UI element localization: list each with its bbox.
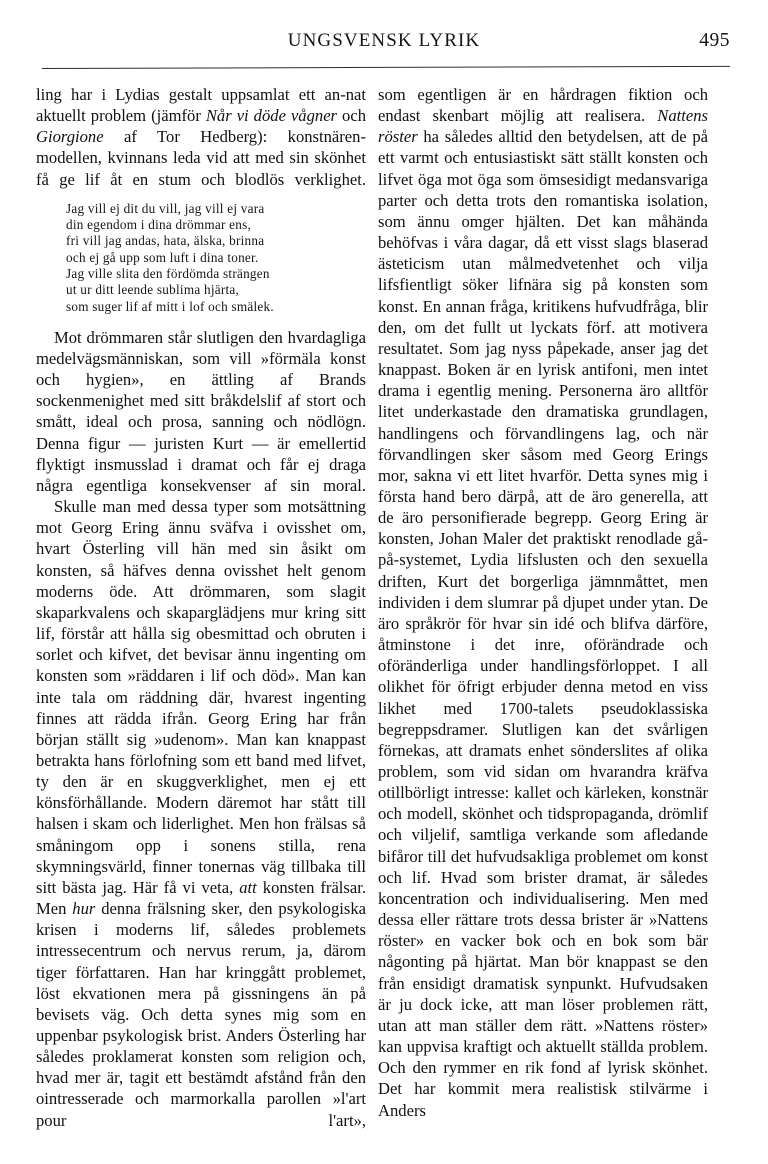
column-right: [378, 84, 708, 1120]
running-head: [38, 30, 730, 64]
emphasis-hur: hur: [72, 899, 96, 919]
work-title-nattens-roster: Nattens röster: [378, 106, 708, 147]
paragraph-left-2: Mot drömmaren står slutligen den hvardagliga medelvägsmänniskan, som vill »förmäla konst och hygien», en ättling af Brands sockenmenighet med sitt bråkdelslif af stort och smått, ideal och prosa, sanning och nödlögn. Denna figur — juristen Kurt — är emellertid flyktigt insmusslad i dramat och får ej draga några egentliga konsekvenser af sin moral.: [36, 327, 366, 495]
verse-line: Jag vill ej dit du vill, jag vill ej vara: [66, 200, 265, 216]
verse-line: Jag ville slita den fördömda strängen: [66, 265, 270, 281]
paragraph-left-3-part-b: konsten frälsar. Men: [36, 877, 367, 919]
verse-line: och ej gå upp som luft i dina toner.: [66, 249, 259, 265]
body-columns: [36, 84, 736, 1130]
paragraph-left-3-part-c: denna frälsning sker, den psykologiska krisen i moderns lif, således problemets intressecentrum och nervus rerum, ja, därom tiger författaren. Han har kringgått problemet, löst ekvationen mera på gissningens än på bevisets väg. Och detta synes mig som en uppenbar psykologisk brist. Anders Österling har således proklamerat konsten som religion och, hvad mer är, tagit ett bestämdt afstånd från den ointresserade och marmorkalla parollen »l'art pour l'art»,: [36, 899, 366, 1130]
paragraph-left-1-part-a: ling har i Lydias gestalt uppsamlat ett an-nat aktuellt problem (jämför: [36, 85, 366, 126]
header-rule: [42, 66, 730, 69]
paragraph-left-3: [36, 496, 366, 1131]
column-left: [36, 84, 367, 1130]
work-title-giorgione: Giorgione: [36, 127, 104, 147]
paragraph-left-1: [36, 84, 366, 190]
running-head-title: UNGSVENSK LYRIK: [287, 30, 481, 51]
emphasis-att: att: [239, 877, 257, 897]
verse-line: ut ur ditt leende sublima hjärta,: [66, 282, 240, 298]
paragraph-right-1-part-b: ha således alltid den betydelsen, att de på ett varmt och entusiastiskt sätt ställt konsten och lifvet öga mot öga som ömsesidigt medansvariga parter och detta trots den romantiska isolation, som ännu omger hjälten. Det kan måhända behöfvas i våra dagar, då ett visst slags blaserad ästeticism utan målmedvetenhet och vilja lifsfientligt söker lifnära sig på konsten som konst. En annan fråga, kritikens hufvudfråga, blir den, om det fullt ut lyckats förf. att motivera resultatet. Som jag nyss påpekade, anser jag det knappast. Boken är en lyrisk antifoni, men intet drama i egentlig mening. Personerna äro alltför litet underkastade den dramatiska grundlagen, handlingens och förvandlingens lag, och när förvandlingen sker såsom med Georg Erings mor, sakna vi ett litet hvarför. Detta synes mig i första hand bero därpå, att de äro generella, att de äro personifierade begrepp. Georg Ering är konsten, Johan Maler det praktiskt renodlade gå-på-systemet, Lydia lifslusten och den sexuella driften, Kurt det borgerliga jämnmåttet, men individen i dem slumrar på djupet under ytan. De äro språkrör för hvar sin idé och blifva därföre, åtminstone i det inre, oförändrade och oföränderliga under handlingsförloppet. I all olikhet för öfrigt erbjuder denna metod en viss likhet med 1700-talets pseudoklassiska begreppsdramer. Slutligen kan det svårligen förnekas, att dramats enhet sönderslites af olika problem, som vid sidan om hvarandra kräfva otillbörligt intresse: kallet och kärleken, konstnär och modell, skönhet och tidspropaganda, drömlif och viljelif, samtliga verkande som afledande bifåror till det hufvudsakliga problemet om konst och lif. Hvad som brister dramat, är således koncentration och individualisering. Men med dessa eller rättare trots dessa brister är »Nattens röster» en vacker bok och en bok som bär någonting på hjärtat. Man bör knappast se den från ensidigt dramatisk synpunkt. Hufvudsaken är ju dock icke, att man löser problemen rätt, utan att man ställer dem rätt. »Nattens röster» kan uppvisa kraftigt och aktuellt ställda problem. Och den rymmer en rik fond af lyrisk skönhet. Det har kommit mera realistisk stilvärme i Anders: [378, 127, 708, 1120]
work-title-nar-vi-dode-vagner: Når vi döde vågner: [205, 106, 338, 126]
paragraph-left-1-part-b: och: [337, 106, 366, 126]
paragraph-right-1-part-a: som egentligen är en hårdragen fiktion och endast skenbart möjlig att realisera.: [378, 85, 708, 126]
verse-block: [36, 201, 366, 315]
page-number: 495: [699, 30, 730, 51]
paragraph-left-1-part-c: af Tor Hedberg): konstnären-modellen, kvinnans leda vid att med sin skönhet få ge lif åt en stum och blodlös verklighet.: [36, 127, 366, 189]
paragraph-left-3-part-a: Skulle man med dessa typer som motsättning mot Georg Ering ännu sväfva i ovisshet om, hvart Österling vill hän med sin åsikt om konsten, så häfves denna ovisshet helt genom moderns öde. Att drömmaren, som slagit skaparkvalens och skaparglädjens mur kring sitt lif, förstår att hålla sig obesmittad och obruten i sorlet och kifvet, det bevisar ännu ingenting om konsten som »räddaren i lif och död». Man kan inte tala om räddning där, hvarest ingenting finnes att rädda ifrån. Georg Ering har från början ställt sig »udenom». Man kan knappast betrakta hans förlofning som ett band med lifvet, ty den är en skuggverklighet, men ej ett könsförhållande. Modern däremot har stått till halsen i skam och liderlighet. Men hon frälsas så småningom opp i sonens stilla, rena skymningsvärld, finner tonernas väg tillbaka till sitt bästa jag. Här få vi veta,: [36, 497, 366, 897]
verse-line: som suger lif af mitt i lof och smälek.: [66, 298, 274, 314]
verse-line: din egendom i dina drömmar ens,: [66, 217, 252, 233]
paragraph-right-1: [378, 84, 708, 1121]
verse-line: fri vill jag andas, hata, älska, brinna: [66, 233, 265, 249]
